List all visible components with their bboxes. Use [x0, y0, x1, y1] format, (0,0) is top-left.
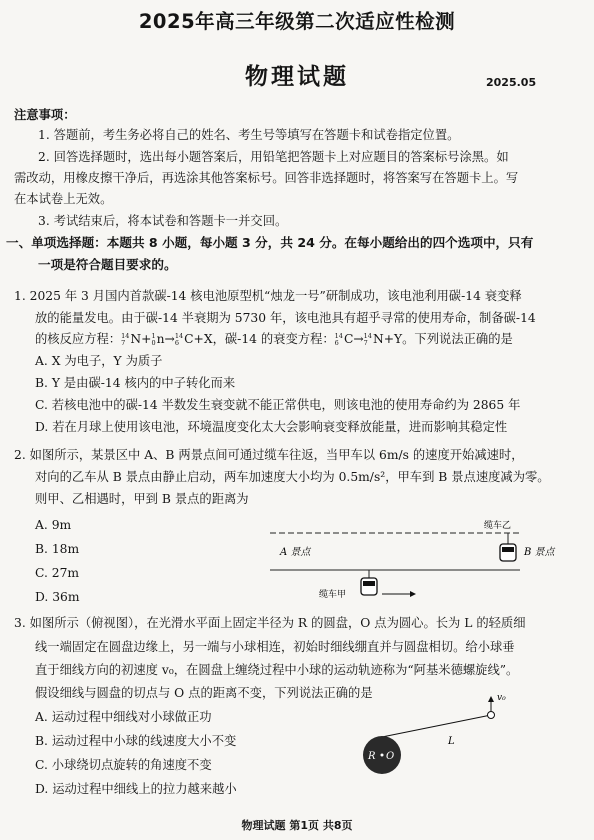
q2-stem-line-1: 2. 如图所示，某景区中 A、B 两景点间可通过缆车往返，当甲车以 6m/s 的速度开始减速时，	[14, 448, 524, 462]
notice-heading: 注意事项：	[14, 108, 76, 122]
q1-text-a: 的核反应方程：	[35, 332, 122, 346]
q2-option-c: C. 27m	[35, 566, 80, 580]
notice-item-2: 2. 回答选择题时，选出每小题答案后，用铅笔把答题卡上对应题目的答案标号涂黑。如	[38, 150, 509, 164]
ball-icon	[488, 712, 495, 719]
nuclide-c14-b: 14 6	[334, 332, 343, 347]
q3-option-b: B. 运动过程中小球的线速度大小不变	[35, 734, 237, 748]
fig-label-v0: v₀	[497, 693, 506, 703]
nuclide-neutron: 1 0	[151, 332, 156, 347]
q2-stem-line-3: 则甲、乙相遇时，甲到 B 景点的距离为	[35, 492, 249, 506]
q2-option-d: D. 36m	[35, 590, 80, 604]
q1-option-b: B. Y 是由碳-14 核内的中子转化而来	[35, 376, 236, 390]
notice-item-2-cont: 需改动，用橡皮擦干净后，再选涂其他答案标号。回答非选择题时，将答案写在答题卡上。写	[14, 171, 519, 185]
exam-date: 2025.05	[486, 76, 537, 89]
notice-item-2-end: 在本试卷上无效。	[14, 192, 113, 206]
q3-option-a: A. 运动过程中细线对小球做正功	[35, 710, 212, 724]
notice-item-1: 1. 答题前，考生务必将自己的姓名、考生号等填写在答题卡和试卷指定位置。	[38, 128, 460, 142]
q2-option-a: A. 9m	[35, 518, 72, 532]
fig-label-l: L	[448, 736, 455, 747]
q3-stem-line-2: 线一端固定在圆盘边缘上，另一端与小球相连，初始时细线绷直并与圆盘相切。给小球垂	[35, 640, 515, 654]
q1-option-c: C. 若核电池中的碳-14 半数发生衰变就不能正常供电，则该电池的使用寿命约为 2865 年	[35, 398, 521, 412]
nuclide-n14: 14 7	[121, 332, 130, 347]
q3-stem-line-1: 3. 如图所示（俯视图），在光滑水平面上固定半径为 R 的圆盘，O 点为圆心。长为 L 的轻质细	[14, 616, 526, 630]
q1-option-d: D. 若在月球上使用该电池，环境温度变化太大会影响衰变释放能量，进而影响其稳定性	[35, 420, 508, 434]
q3-option-d: D. 运动过程中细线上的拉力越来越小	[35, 782, 237, 796]
fig-label-o: O	[386, 751, 395, 762]
q3-option-c: C. 小球绕切点旋转的角速度不变	[35, 758, 212, 772]
section-heading: 一、单项选择题：本题共 8 小题，每小题 3 分，共 24 分。在每小题给出的四个选项中，只有	[6, 235, 534, 250]
q1-eq2b: N+Y。下列说法正确的是	[372, 332, 513, 346]
q1-option-a: A. X 为电子，Y 为质子	[35, 354, 163, 368]
fig-label-b: B 景点	[524, 547, 555, 558]
q2-option-b: B. 18m	[35, 542, 80, 556]
fig-label-jia: 缆车甲	[319, 590, 347, 600]
nuclide-c14: 14 6	[174, 332, 184, 347]
fig-label-a: A 景点	[280, 547, 311, 558]
q2-stem-line-2: 对向的乙车从 B 景点由静止启动，两车加速度大小均为 0.5m/s²，甲车到 B 景点速度减为零。	[35, 470, 550, 484]
fig-label-yi: 缆车乙	[484, 521, 512, 531]
q1-eq1c: C+X，碳-14 的衰变方程：	[184, 332, 335, 346]
fig-label-r: R	[368, 751, 376, 762]
section-heading-cont: 一项是符合题目要求的。	[38, 257, 177, 272]
q1-stem-line-1: 1. 2025 年 3 月国内首款碳-14 核电池原型机“烛龙一号”研制成功，该电池利用碳-14 衰变释	[14, 289, 522, 303]
q1-stem-line-2: 放的能量发电。由于碳-14 半衰期为 5730 年，该电池具有超乎寻常的使用寿命，制备碳-14	[35, 311, 536, 325]
q1-eq1: N+	[130, 332, 152, 346]
notice-item-3: 3. 考试结束后，将本试卷和答题卡一并交回。	[38, 214, 288, 228]
q1-eq2: C→	[343, 332, 364, 346]
subject-title: 物理试题	[245, 64, 349, 90]
nuclide-n14-b: 14 7	[363, 332, 372, 347]
q3-stem-line-3: 直于细线方向的初速度 v₀，在圆盘上缠绕过程中小球的运动轨迹称为“阿基米德螺旋线”。	[35, 663, 519, 677]
q3-stem-line-4: 假设细线与圆盘的切点与 O 点的距离不变，下列说法正确的是	[35, 686, 373, 700]
velocity-arrow-icon	[488, 696, 494, 702]
exam-title: 2025年高三年级第二次适应性检测	[138, 10, 456, 33]
q1-eq1b: n→	[156, 332, 175, 346]
page-footer: 物理试题 第1页 共8页	[241, 819, 353, 832]
